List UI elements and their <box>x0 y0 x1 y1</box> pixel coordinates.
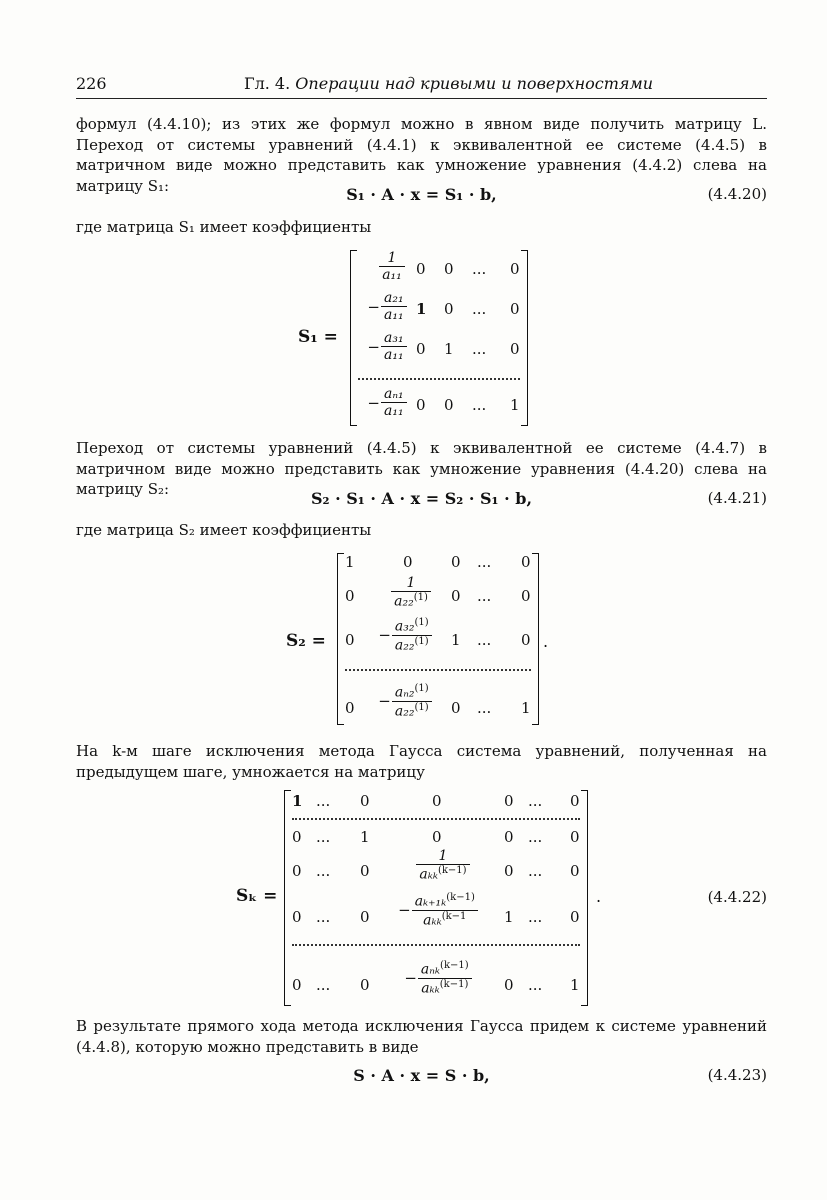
matrix-cell: 0 <box>510 340 520 358</box>
dotted-row <box>358 378 520 380</box>
equation-body: S₂ · S₁ · A · x = S₂ · S₁ · b, <box>310 489 533 508</box>
matrix-cell: − $\frac{a_{n2}^{(1)}}{a_{22}^{(1)}}$ <box>369 683 441 719</box>
matrix-sk-period: . <box>596 887 602 906</box>
matrix-cell: 0 <box>416 260 426 278</box>
matrix-sk-label: Sₖ = <box>236 886 278 906</box>
matrix-cell: 1 <box>570 976 580 994</box>
matrix-cell: 0 <box>521 553 531 571</box>
matrix-cell: ... <box>528 976 543 994</box>
matrix-cell: 1 <box>416 300 427 318</box>
matrix-cell: 0 <box>360 862 370 880</box>
matrix-cell: − $\frac{a_{32}^{(1)}}{a_{22}^{(1)}}$ <box>369 617 441 653</box>
matrix-cell: 0 <box>345 587 355 605</box>
matrix-cell: ... <box>528 862 543 880</box>
matrix-cell: ... <box>472 340 487 358</box>
dotted-row <box>292 818 580 820</box>
matrix-cell: 0 <box>504 828 514 846</box>
matrix-cell: 1 <box>345 553 355 571</box>
matrix-cell: 0 <box>504 862 514 880</box>
matrix-s2 <box>337 553 539 725</box>
running-head-chapter: Гл. 4. <box>244 74 291 93</box>
matrix-cell: 1 <box>451 631 461 649</box>
equation-number: (4.4.21) <box>707 489 767 507</box>
matrix-cell: ... <box>528 828 543 846</box>
matrix-cell: − $\frac{\text{a₂₁}}{\text{a₁₁}}$ <box>356 290 418 323</box>
matrix-cell: 1 <box>360 828 370 846</box>
right-bracket <box>581 790 588 1006</box>
matrix-cell: 0 <box>432 828 442 846</box>
page-number: 226 <box>76 74 107 93</box>
paragraph-1: формул (4.4.10); из этих же формул можно в явном виде получить матрицу L. Переход от системы уравнений (4.4.1) к эквивалентной ее системе (4.4.5) в матричном виде можно представить как умножение уравнения (4.4.2) слева на матрицу S₁: <box>76 115 767 195</box>
paragraph-2: где матрица S₁ имеет коэффициенты <box>76 218 372 236</box>
matrix-cell: 0 <box>510 260 520 278</box>
matrix-s2-label: S₂ = <box>286 631 326 651</box>
matrix-cell: 0 <box>570 908 580 926</box>
matrix-cell: 0 <box>292 828 302 846</box>
matrix-cell: ... <box>477 631 492 649</box>
left-bracket <box>337 553 344 725</box>
matrix-cell: − $\frac{a_{k+1k}^{(k-1)}}{a_{kk}^{(k-1}}$ <box>384 892 492 928</box>
matrix-cell: 0 <box>451 553 461 571</box>
matrix-cell: ... <box>316 908 331 926</box>
matrix-cell: 0 <box>292 908 302 926</box>
equation-4-4-23 <box>76 1066 767 1092</box>
matrix-cell: 0 <box>292 976 302 994</box>
matrix-cell: 0 <box>451 699 461 717</box>
matrix-cell: ... <box>528 792 543 810</box>
matrix-cell: 1 <box>292 792 303 810</box>
equation-body: S · A · x = S · b, <box>353 1066 490 1085</box>
equation-number: (4.4.23) <box>707 1066 767 1084</box>
matrix-cell: ... <box>477 553 492 571</box>
equation-body: S₁ · A · x = S₁ · b, <box>346 185 497 204</box>
matrix-cell: 1 <box>444 340 454 358</box>
matrix-cell: ... <box>316 976 331 994</box>
page-header <box>76 72 767 99</box>
matrix-cell: 1 <box>521 699 531 717</box>
matrix-s2-period: . <box>543 632 549 651</box>
equation-number: (4.4.20) <box>707 185 767 203</box>
matrix-cell: 0 <box>292 862 302 880</box>
equation-4-4-20 <box>76 185 767 211</box>
matrix-cell: 0 <box>521 631 531 649</box>
dotted-row <box>345 669 531 671</box>
matrix-cell: 0 <box>432 792 442 810</box>
equation-number-4-4-22: (4.4.22) <box>707 888 767 906</box>
right-bracket <box>532 553 539 725</box>
matrix-cell: 0 <box>360 908 370 926</box>
running-head-title: Операции над кривыми и поверхностями <box>295 74 654 93</box>
matrix-cell: 0 <box>444 260 454 278</box>
matrix-sk <box>284 790 588 1006</box>
matrix-cell: 0 <box>570 828 580 846</box>
matrix-cell: − $\frac{a_{nk}^{(k-1)}}{a_{kk}^{(k-1)}}$ <box>384 960 492 996</box>
matrix-cell: $\frac{1}{\text{a₁₁}}$ <box>366 250 418 283</box>
matrix-cell: − $\frac{\text{a₃₁}}{\text{a₁₁}}$ <box>356 330 418 363</box>
matrix-cell: 0 <box>521 587 531 605</box>
matrix-cell: 1 <box>510 396 520 414</box>
matrix-cell: 0 <box>504 792 514 810</box>
dotted-row <box>292 944 580 946</box>
matrix-cell: 0 <box>510 300 520 318</box>
right-bracket <box>521 250 528 426</box>
matrix-cell: ... <box>316 828 331 846</box>
matrix-cell: ... <box>528 908 543 926</box>
matrix-cell: ... <box>316 792 331 810</box>
paragraph-5: На k-м шаге исключения метода Гаусса система уравнений, полученная на предыдущем шаге, умножается на матрицу <box>76 742 767 781</box>
matrix-cell: 0 <box>444 396 454 414</box>
matrix-cell: ... <box>472 300 487 318</box>
matrix-cell: 0 <box>416 340 426 358</box>
matrix-cell: $\frac{1}{a_{22}^{(1)}}$ <box>383 575 439 610</box>
matrix-cell: 0 <box>345 699 355 717</box>
matrix-cell: ... <box>472 260 487 278</box>
matrix-cell: ... <box>477 587 492 605</box>
matrix-cell: 0 <box>570 862 580 880</box>
paragraph-4: где матрица S₂ имеет коэффициенты <box>76 521 372 539</box>
matrix-cell: 0 <box>416 396 426 414</box>
matrix-cell: 0 <box>444 300 454 318</box>
matrix-cell: 0 <box>345 631 355 649</box>
paragraph-3: Переход от системы уравнений (4.4.5) к эквивалентной ее системе (4.4.7) в матричном виде можно представить как умножение уравнения (4.4.20) слева на матрицу S₂: <box>76 439 767 498</box>
matrix-cell: 0 <box>360 792 370 810</box>
matrix-s1 <box>350 250 528 426</box>
equation-4-4-21 <box>76 489 767 515</box>
paragraph-6: В результате прямого хода метода исключения Гаусса придем к системе уравнений (4.4.8), которую можно представить в виде <box>76 1017 767 1056</box>
matrix-cell: 0 <box>451 587 461 605</box>
matrix-cell: 0 <box>360 976 370 994</box>
matrix-cell: $\frac{1}{a_{kk}^{(k-1)}}$ <box>402 848 484 883</box>
matrix-cell: ... <box>472 396 487 414</box>
matrix-cell: ... <box>477 699 492 717</box>
matrix-cell: 0 <box>570 792 580 810</box>
matrix-cell: 0 <box>504 976 514 994</box>
matrix-cell: 1 <box>504 908 514 926</box>
matrix-cell: 0 <box>403 553 413 571</box>
matrix-cell: ... <box>316 862 331 880</box>
matrix-cell: − $\frac{\text{aₙ₁}}{\text{a₁₁}}$ <box>356 386 418 419</box>
left-bracket <box>284 790 291 1006</box>
matrix-s1-label: S₁ = <box>298 327 338 347</box>
running-head <box>244 74 653 93</box>
